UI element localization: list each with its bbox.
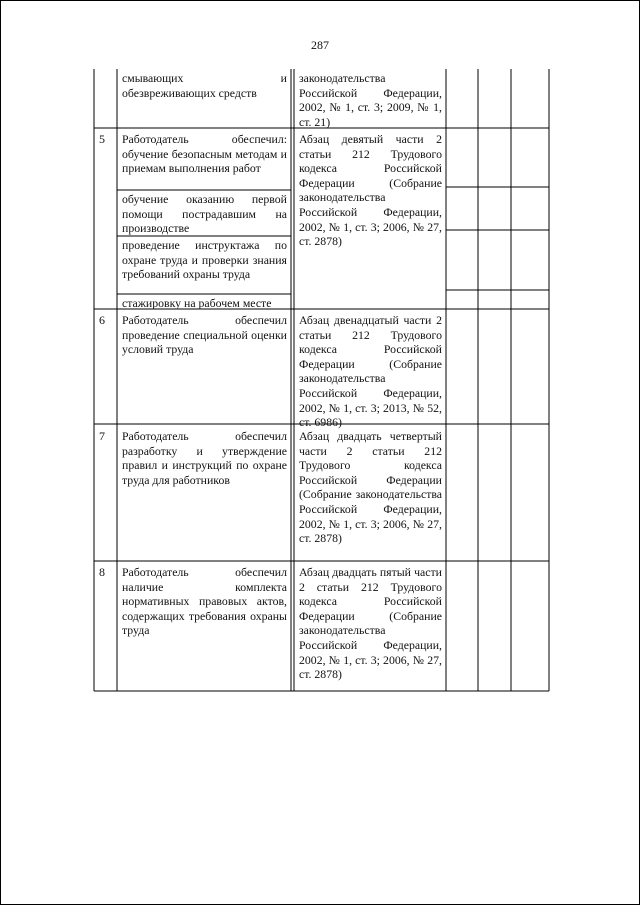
legal-source-text: Абзац двенадцатый части 2 статьи 212 Трудового кодекса Российской Федерации (Собрание законодательства Российской Федерации, 2002, № 1, ст. 3; 2013, № 52, ст. 6986) — [299, 313, 442, 430]
requirement-text: проведение инструктажа по охране труда и проверки знания требований охраны труда — [122, 238, 287, 282]
requirement-text: обучение оказанию первой помощи пострадавшим на производстве — [122, 192, 287, 236]
legal-source-text: Абзац двадцать четвертый части 2 статьи 212 Трудового кодекса Российской Федерации (Собрание законодательства Российской Федерации, 2002, № 1, ст. 3; 2006, № 27, ст. 2878) — [299, 429, 442, 546]
requirement-text: Работодатель обеспечил проведение специальной оценки условий труда — [122, 313, 287, 357]
row-number: 8 — [99, 565, 105, 579]
row-number: 6 — [99, 313, 105, 327]
requirement-text: Работодатель обеспечил: обучение безопасным методам и приемам выполнения работ — [122, 132, 287, 176]
legal-source-text: Абзац двадцать пятый части 2 статьи 212 Трудового кодекса Российской Федерации (Собрание законодательства Российской Федерации, 2002, № 1, ст. 3; 2006, № 27, ст. 2878) — [299, 565, 442, 682]
row-number: 5 — [99, 132, 105, 146]
requirement-text: стажировку на рабочем месте — [122, 296, 272, 310]
requirement-text: Работодатель обеспечил наличие комплекта нормативных правовых актов, содержащих требования охраны труда — [122, 565, 287, 638]
row-number: 7 — [99, 429, 105, 443]
requirement-text: Работодатель обеспечил разработку и утверждение правил и инструкций по охране труда для работников — [122, 429, 287, 487]
legal-source-text: Абзац девятый части 2 статьи 212 Трудового кодекса Российской Федерации (Собрание законодательства Российской Федерации, 2002, № 1, ст. 3; 2006, № 27, ст. 2878) — [299, 132, 442, 249]
table-row-continuation-requirement: смывающих и обезвреживающих средств — [122, 71, 287, 100]
page-number: 287 — [311, 38, 329, 52]
table-row-continuation-source: законодательства Российской Федерации, 2002, № 1, ст. 3; 2009, № 1, ст. 21) — [299, 71, 442, 129]
